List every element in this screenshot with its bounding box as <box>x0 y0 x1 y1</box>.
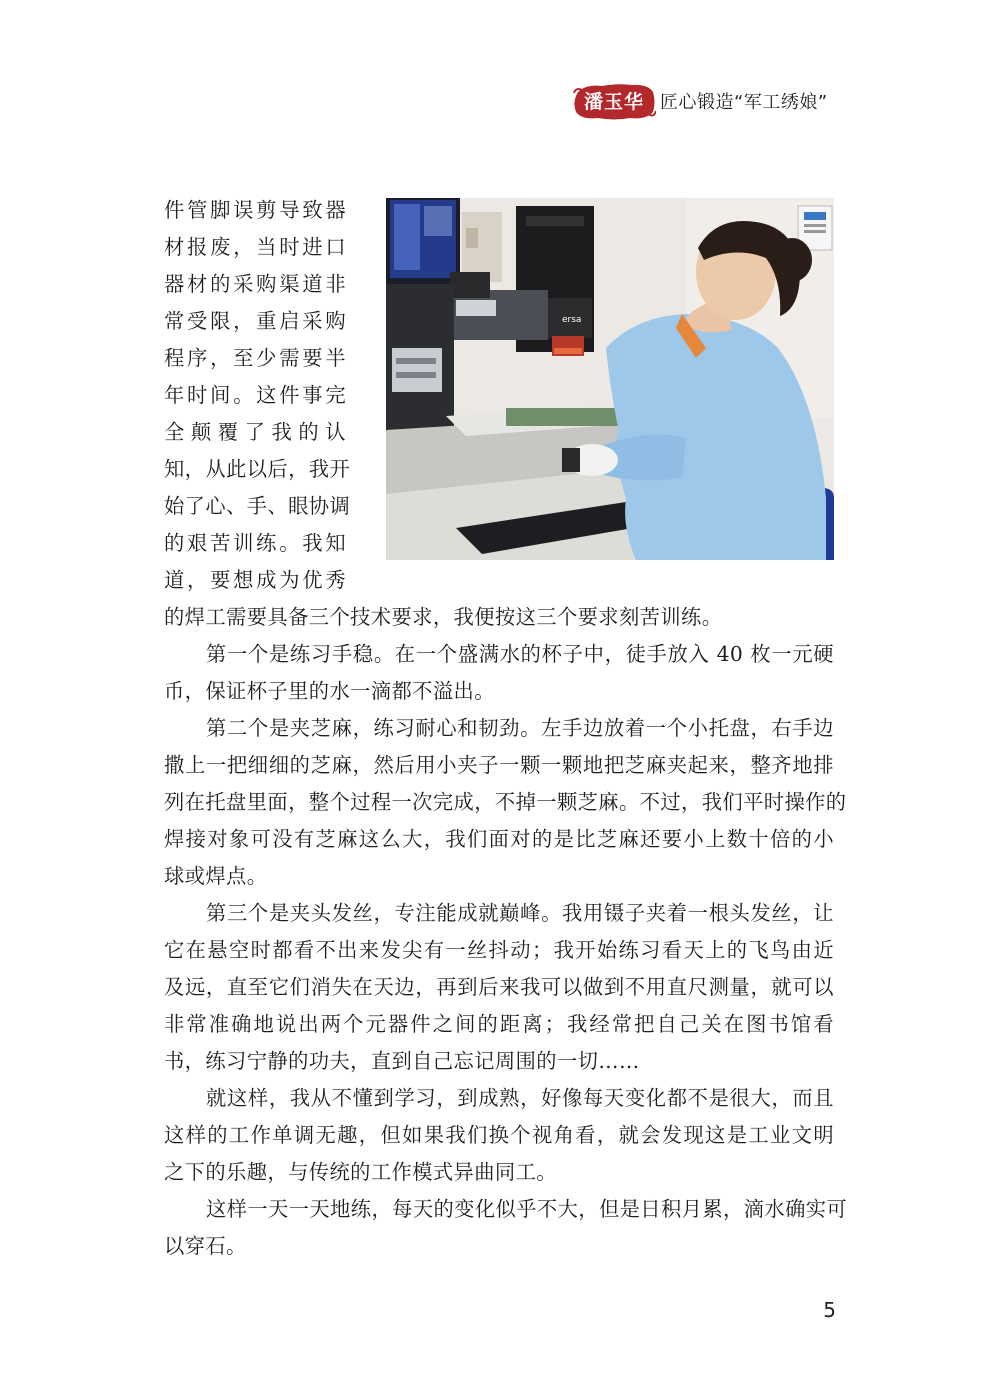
machine-brand-label: ersa <box>562 315 582 325</box>
body-line: 书，练习宁静的功夫，直到自己忘记周围的一切…… <box>164 1049 640 1073</box>
body-line: 列在托盘里面，整个过程一次完成，不掉一颗芝麻。不过，我们平时操作的 <box>164 790 847 814</box>
welding-workstation-photo <box>386 198 834 560</box>
wrap-line: 程序，至少需要半 <box>164 346 346 370</box>
body-line: 第二个是夹芝麻，练习耐心和韧劲。左手边放着一个小托盘，右手边 <box>206 716 834 740</box>
wrap-line: 器材的采购渠道非 <box>164 272 346 296</box>
wrap-line: 年时间。这件事完 <box>164 383 346 407</box>
wrap-line: 的艰苦训练。我知 <box>164 531 346 555</box>
body-line: 第一个是练习手稳。在一个盛满水的杯子中，徒手放入 40 枚一元硬 <box>206 642 834 666</box>
body-line: 及远，直至它们消失在天边，再到后来我可以做到不用直尺测量，就可以 <box>164 975 834 999</box>
body-line: 撒上一把细细的芝麻，然后用小夹子一颗一颗地把芝麻夹起来，整齐地排 <box>164 753 834 777</box>
body-line: 焊接对象可没有芝麻这么大，我们面对的是比芝麻还要小上数十倍的小 <box>164 827 834 851</box>
header-title: 匠心锻造“军工绣娘” <box>660 92 828 113</box>
body-line: 以穿石。 <box>164 1234 247 1258</box>
wrap-line: 知，从此以后，我开 <box>164 457 351 481</box>
wrap-line: 全颠覆了我的认 <box>164 420 346 444</box>
wrap-line: 道，要想成为优秀 <box>164 568 346 592</box>
seal-text: 潘玉华 <box>583 91 644 113</box>
wrap-line: 材报废，当时进口 <box>164 235 346 259</box>
body-line: 币，保证杯子里的水一滴都不溢出。 <box>164 679 495 703</box>
body-line: 就这样，我从不懂到学习，到成熟，好像每天变化都不是很大，而且 <box>206 1086 834 1110</box>
wrap-line: 始了心、手、眼协调 <box>164 494 351 518</box>
body-line: 它在悬空时都看不出来发尖有一丝抖动；我开始练习看天上的飞鸟由近 <box>164 938 834 962</box>
wrap-line: 常受限，重启采购 <box>164 309 346 333</box>
wrap-line: 件管脚误剪导致器 <box>164 198 346 222</box>
body-line: 这样一天一天地练，每天的变化似乎不大，但是日积月累，滴水确实可 <box>206 1197 848 1221</box>
body-line: 第三个是夹头发丝，专注能成就巅峰。我用镊子夹着一根头发丝，让 <box>206 901 834 925</box>
body-line: 球或焊点。 <box>164 864 268 888</box>
body-line: 的焊工需要具备三个技术要求，我便按这三个要求刻苦训练。 <box>164 605 723 629</box>
body-line: 这样的工作单调无趣，但如果我们换个视角看，就会发现这是工业文明 <box>164 1123 834 1147</box>
name-seal <box>572 83 656 121</box>
page-number: 5 <box>823 1298 836 1322</box>
body-line: 非常准确地说出两个元器件之间的距离；我经常把自己关在图书馆看 <box>164 1012 834 1036</box>
body-line: 之下的乐趣，与传统的工作模式异曲同工。 <box>164 1160 557 1184</box>
running-header <box>572 80 838 124</box>
